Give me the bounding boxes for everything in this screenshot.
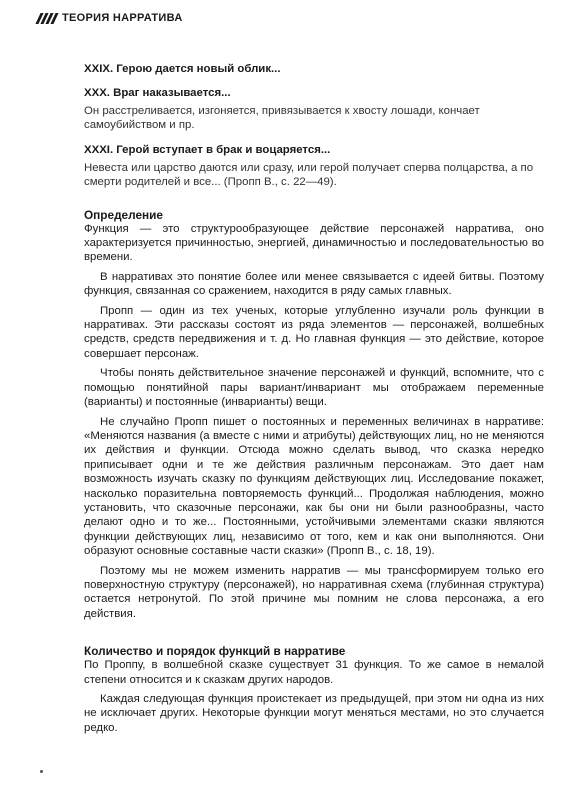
definition-paragraph: Чтобы понять действительное значение персонажей и функций, вспомните, что с помощью понятийной пары вариант/инвариант мы отображаем переменные (варианты) и постоянные (инварианты) вещи. xyxy=(84,367,544,409)
page-content xyxy=(84,62,544,740)
functions-paragraph: Каждая следующая функция проистекает из предыдущей, при этом ни одна из них не исключает других. Некоторые функции могут меняться местами, но это случается редко. xyxy=(84,693,544,734)
header-slashes-decoration xyxy=(38,13,56,24)
definition-paragraph: В нарративах это понятие более или менее связывается с идеей битвы. Поэтому функция, связанная со сражением, находится в ряду самых главных. xyxy=(84,270,544,298)
item-30-title: XXX. Враг наказывается... xyxy=(84,87,231,99)
item-31-title: XXXI. Герой вступает в брак и воцаряется... xyxy=(84,143,331,156)
functions-heading: Количество и порядок функций в нарративе xyxy=(84,644,346,659)
item-29-title: XXIX. Герою дается новый облик... xyxy=(84,63,281,75)
page-mark xyxy=(40,770,43,773)
functions-paragraph: По Проппу, в волшебной сказке существует 31 функция. То же самое в немалой степени относится и к сказкам других народов. xyxy=(84,659,544,686)
definition-paragraph: Не случайно Пропп пишет о постоянных и переменных величинах в нарративе: «Меняются названия (а вместе с ними и атрибуты) действующих лиц, но не меняются их действия и функции. Отсюда можно сделать вывод, что сказка нередко приписывает одни и те же действия различным персонажам. Это дает нам возможность изучать сказку по функциям действующих лиц. Исследование покажет, насколько поразительна повторяемость функций... Продолжая наблюдения, можно установить, что сказочные персонажи, как бы они ни были разнообразны, часто делают одно и то же... Постоянными, устойчивыми элементами сказки являются функции действующих лиц, независимо от того, кем и как они выполняются. Они образуют основные составные части сказки» (Пропп В., с. 18, 19). xyxy=(84,415,544,558)
definition-paragraph: Функция — это структурообразующее действие персонажей нарратива, оно характеризуется причинностью, энергией, динамичностью и последовательностью во времени. xyxy=(84,222,544,264)
definition-heading: Определение xyxy=(84,207,163,222)
definition-paragraph: Пропп — один из тех ученых, которые углубленно изучали роль функции в нарративах. Эти рассказы состоят из ряда элементов — персонажей, волшебных средств, средств передвижения и т. д. Но главная функция — это действие, которое совершает персонаж. xyxy=(84,304,544,360)
item-31-text: Невеста или царство даются или сразу, или герой получает сперва полцарства, а по смерти родителей и все... (Пропп В., с. 22—49). xyxy=(84,161,534,189)
header-title: ТЕОРИЯ НАРРАТИВА xyxy=(62,12,183,24)
running-header xyxy=(38,12,183,24)
item-30-text: Он расстреливается, изгоняется, привязывается к хвосту лошади, кончает самоубийством и пр. xyxy=(84,105,480,132)
definition-paragraph: Поэтому мы не можем изменить нарратив — мы трансформируем только его поверхностную структуру (персонажей), но нарративная схема (глубинная структура) остается нетронутой. По этой причине мы помним не слова персонажа, а его действия. xyxy=(84,564,544,620)
